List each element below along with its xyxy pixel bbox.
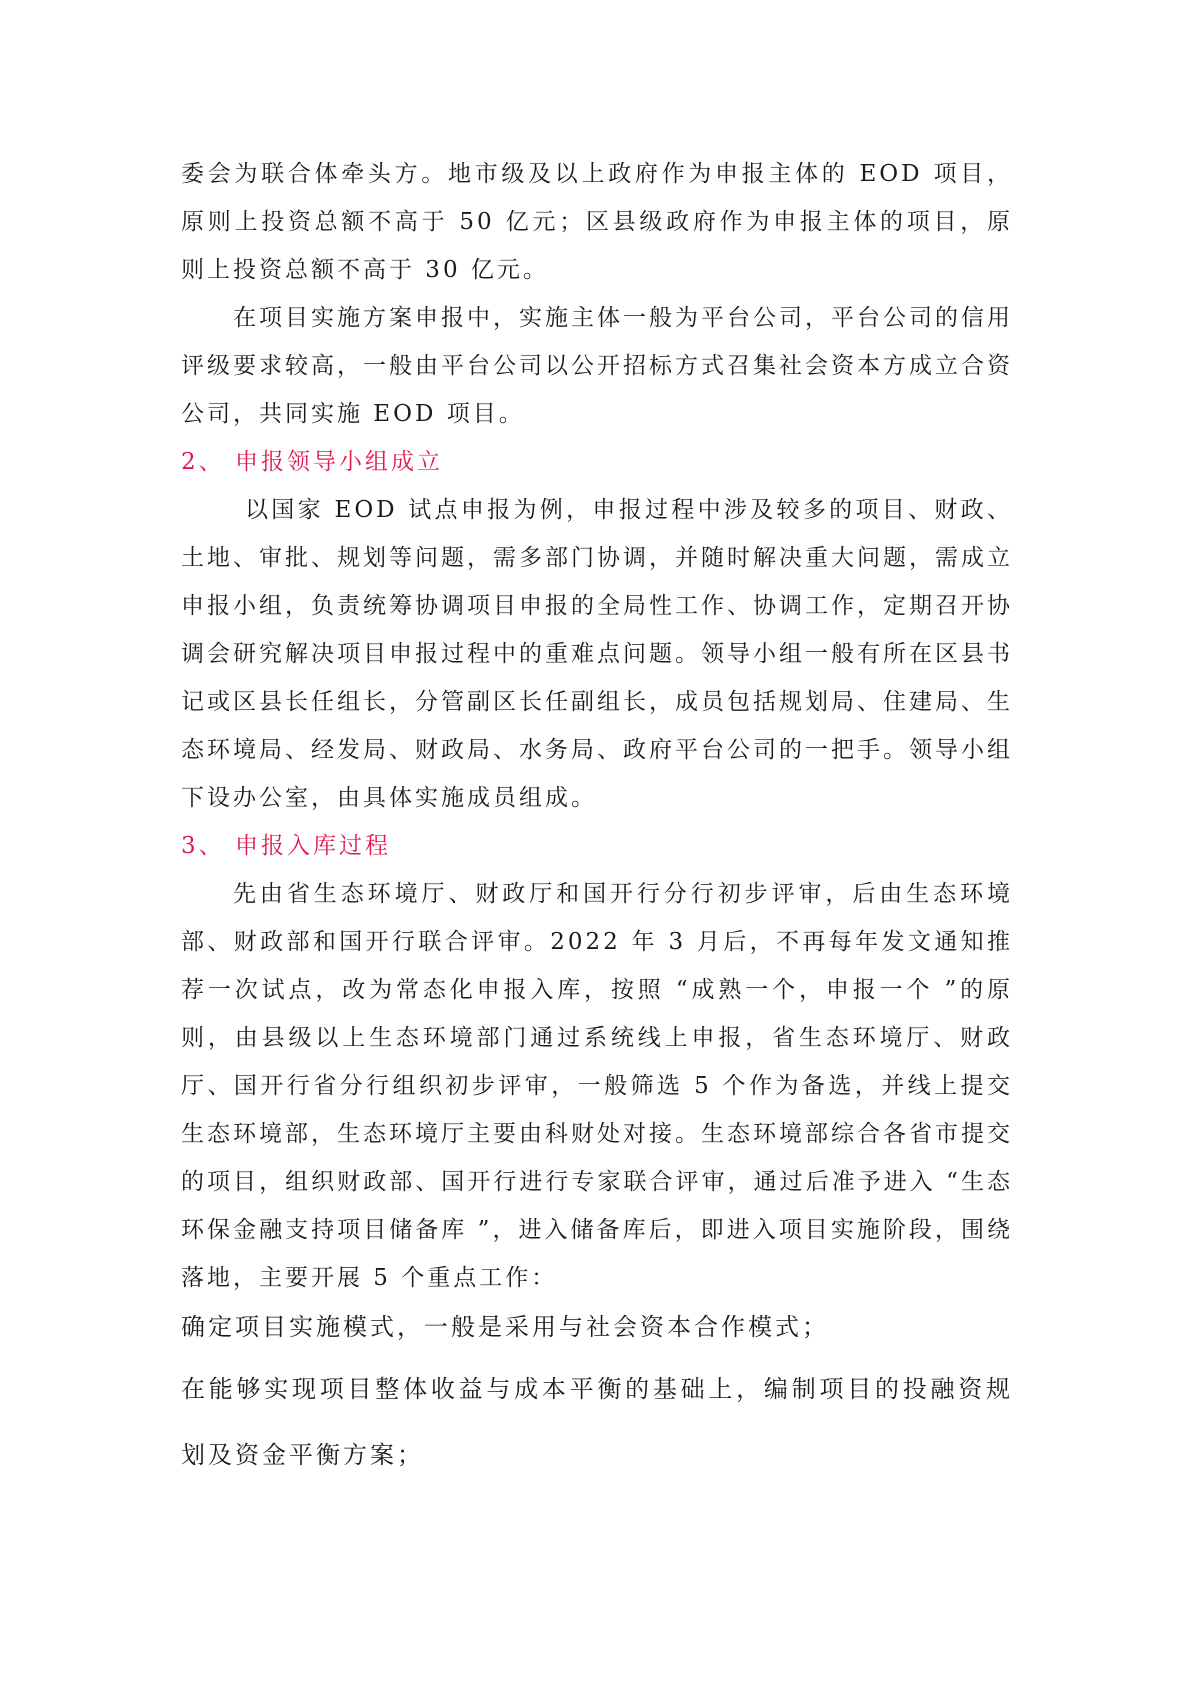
paragraph-implementation-mode: 确定项目实施模式，一般是采用与社会资本合作模式； <box>181 1313 829 1341</box>
paragraph-joint-lead: 委会为联合体牵头方。地市级及以上政府作为申报主体的 EOD 项目，原则上投资总额不高于 50 亿元；区县级政府作为申报主体的项目，原则上投资总额不高于 30 亿元。 <box>181 161 1013 283</box>
document-body <box>181 150 1013 1488</box>
paragraph-leading-group: 以国家 EOD 试点申报为例，申报过程中涉及较多的项目、财政、土地、审批、规划等问题，需多部门协调，并随时解决重大问题，需成立申报小组，负责统筹协调项目申报的全局性工作、协调工作，定期召开协调会研究解决项目申报过程中的重难点问题。领导小组一般有所在区县书记或区县长任组长，分管副区长任副组长，成员包括规划局、住建局、生态环境局、经发局、财政局、水务局、政府平台公司的一把手。领导小组下设办公室，由具体实施成员组成。 <box>181 497 1013 811</box>
paragraph-financing-plan: 在能够实现项目整体收益与成本平衡的基础上，编制项目的投融资规划及资金平衡方案； <box>181 1375 1013 1469</box>
section-heading-leading-group: 2、 申报领导小组成立 <box>181 449 443 475</box>
paragraph-storage-process: 先由省生态环境厅、财政厅和国开行分行初步评审，后由生态环境部、财政部和国开行联合评审。2022 年 3 月后，不再每年发文通知推荐一次试点，改为常态化申报入库，按照 “成熟一个，申报一个 ”的原则，由县级以上生态环境部门通过系统线上申报，省生态环境厅、财政厅、国开行省分行组织初步评审，一般筛选 5 个作为备选，并线上提交生态环境部，生态环境厅主要由科财处对接。生态环境部综合各省市提交的项目，组织财政部、国开行进行专家联合评审，通过后准予进入 “生态环保金融支持项目储备库 ”，进入储备库后，即进入项目实施阶段，围绕落地，主要开展 5 个重点工作： <box>181 881 1013 1291</box>
section-heading-storage-process: 3、 申报入库过程 <box>181 833 391 859</box>
paragraph-implementation-entity: 在项目实施方案申报中，实施主体一般为平台公司，平台公司的信用评级要求较高，一般由平台公司以公开招标方式召集社会资本方成立合资公司，共同实施 EOD 项目。 <box>181 305 1013 427</box>
